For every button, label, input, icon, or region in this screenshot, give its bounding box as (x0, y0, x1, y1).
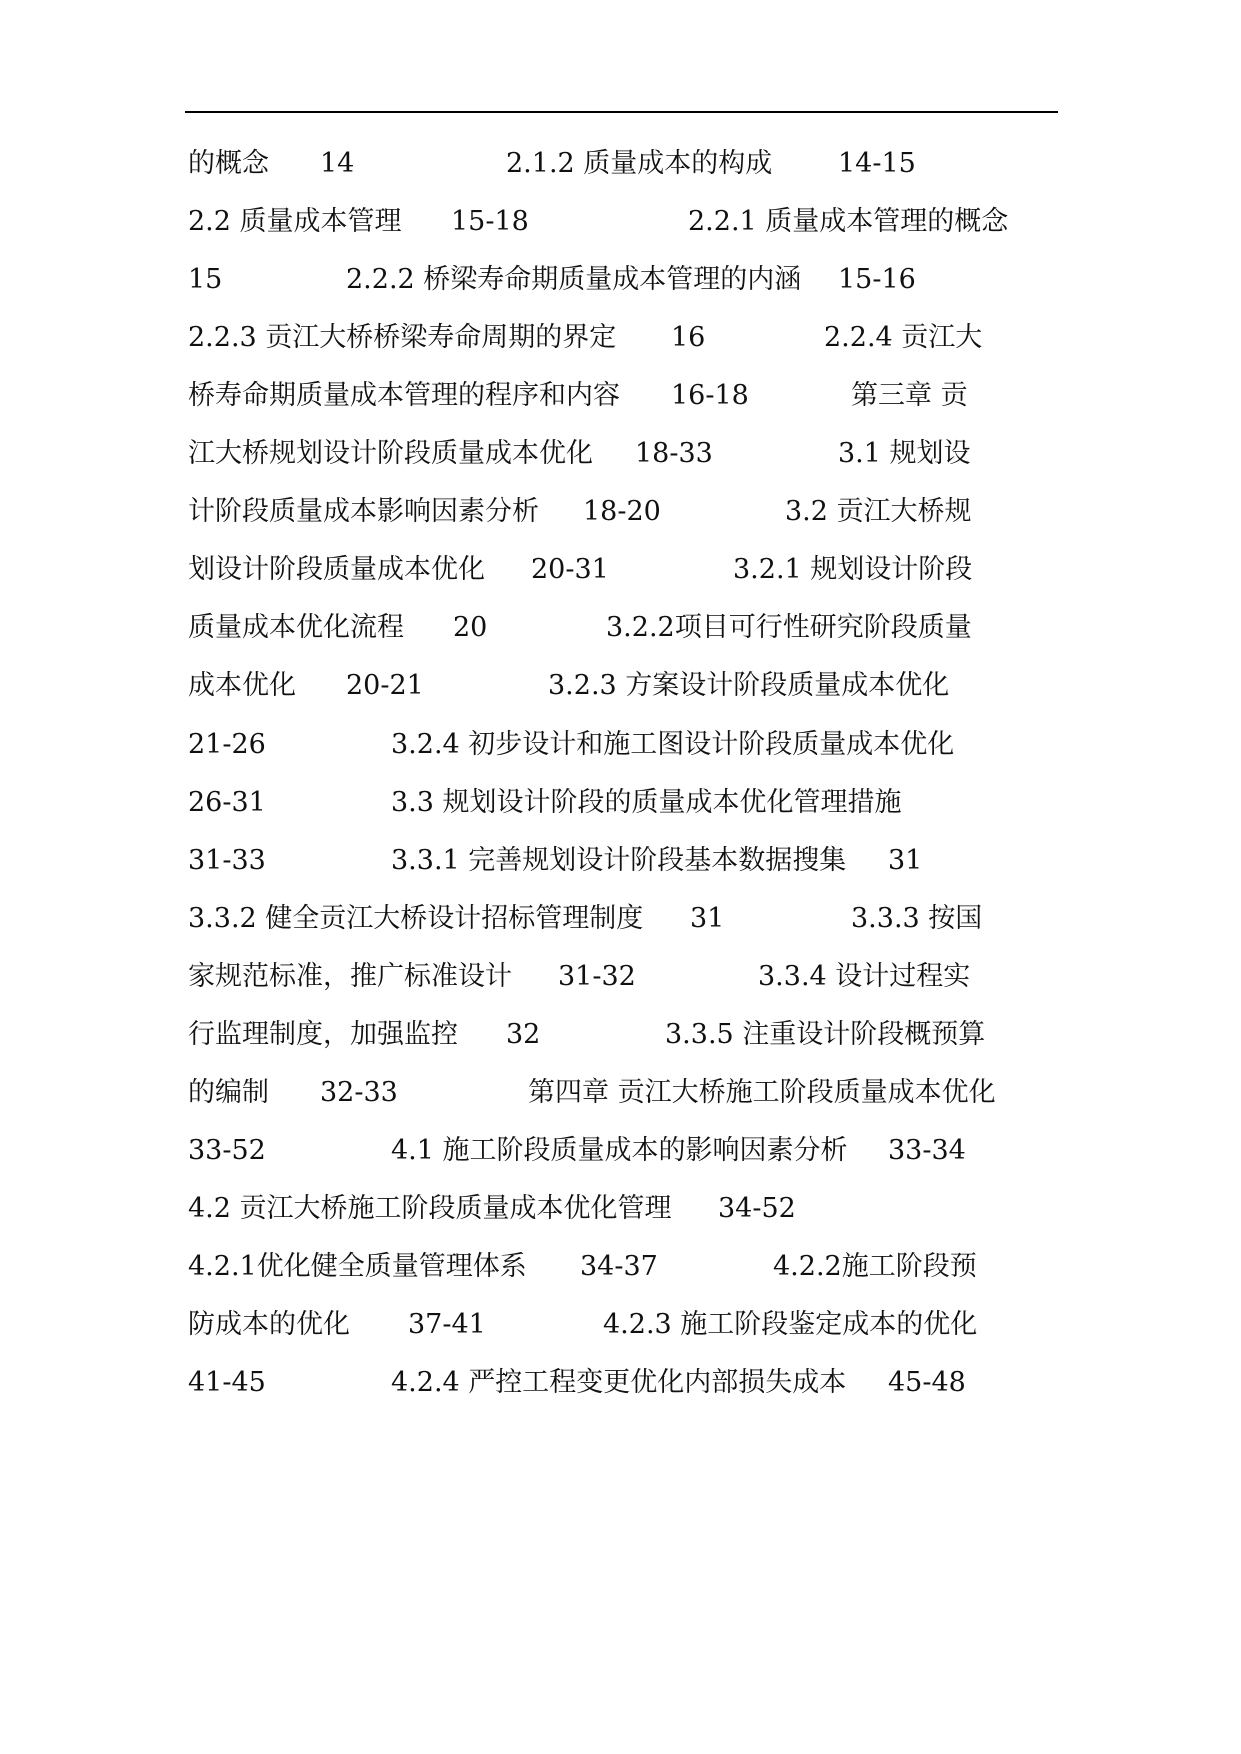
toc-line (188, 666, 1078, 706)
toc-segment: 2.2.4 贡江大 (824, 322, 983, 353)
toc-segment: 31-33 (188, 845, 266, 876)
toc-segment: 3.2.3 方案设计阶段质量成本优化 (548, 670, 950, 701)
toc-segment: 4.1 施工阶段质量成本的影响因素分析 (391, 1135, 848, 1166)
toc-segment: 15-18 (451, 206, 529, 237)
toc-line (188, 318, 1078, 358)
toc-segment: 行监理制度，加强监控 (188, 1019, 458, 1050)
toc-segment: 3.3.4 设计过程实 (758, 961, 971, 992)
toc-segment: 14 (320, 148, 355, 179)
toc-segment: 2.2.2 桥梁寿命期质量成本管理的内涵 (346, 264, 802, 295)
toc-line (188, 608, 1078, 648)
toc-segment: 32 (506, 1019, 541, 1050)
toc-segment: 32-33 (320, 1077, 398, 1108)
toc-segment: 4.2.1优化健全质量管理体系 (188, 1251, 527, 1282)
header-rule (185, 111, 1058, 113)
toc-segment: 防成本的优化 (188, 1309, 350, 1340)
toc-segment: 家规范标准，推广标准设计 (188, 961, 512, 992)
toc-segment: 33-34 (888, 1135, 966, 1166)
toc-segment: 26-31 (188, 787, 266, 818)
toc-segment: 3.2.1 规划设计阶段 (733, 554, 973, 585)
toc-segment: 15 (188, 264, 223, 295)
toc-segment: 的编制 (188, 1077, 269, 1108)
toc-line (188, 957, 1078, 997)
toc-segment: 3.2.4 初步设计和施工图设计阶段质量成本优化 (391, 729, 955, 760)
toc-segment: 34-37 (580, 1251, 658, 1282)
toc-line (188, 260, 1078, 300)
toc-segment: 江大桥规划设计阶段质量成本优化 (188, 438, 593, 469)
toc-line (188, 202, 1078, 242)
toc-segment: 3.2.2项目可行性研究阶段质量 (606, 612, 972, 643)
toc-segment: 16 (671, 322, 706, 353)
toc-line (188, 1305, 1078, 1345)
toc-segment: 31 (888, 845, 923, 876)
toc-segment: 3.3.5 注重设计阶段概预算 (665, 1019, 986, 1050)
toc-segment: 15-16 (838, 264, 916, 295)
toc-line (188, 1363, 1078, 1403)
toc-segment: 3.1 规划设 (838, 438, 971, 469)
toc-segment: 18-33 (635, 438, 713, 469)
toc-segment: 4.2.4 严控工程变更优化内部损失成本 (391, 1367, 847, 1398)
toc-segment: 3.3 规划设计阶段的质量成本优化管理措施 (391, 787, 902, 818)
toc-segment: 41-45 (188, 1367, 266, 1398)
toc-segment: 45-48 (888, 1367, 966, 1398)
toc-line (188, 1015, 1078, 1055)
toc-segment: 4.2.2施工阶段预 (773, 1251, 977, 1282)
toc-segment: 第三章 贡 (851, 380, 968, 411)
toc-segment: 14-15 (838, 148, 916, 179)
toc-line (188, 1073, 1078, 1113)
toc-segment: 20-21 (346, 670, 424, 701)
toc-line (188, 841, 1078, 881)
toc-line (188, 434, 1078, 474)
toc-line (188, 899, 1078, 939)
toc-segment: 成本优化 (188, 670, 296, 701)
toc-segment: 4.2 贡江大桥施工阶段质量成本优化管理 (188, 1193, 672, 1224)
toc-segment: 2.2.1 质量成本管理的概念 (688, 206, 1009, 237)
toc-segment: 21-26 (188, 729, 266, 760)
toc-segment: 4.2.3 施工阶段鉴定成本的优化 (603, 1309, 978, 1340)
toc-segment: 3.3.1 完善规划设计阶段基本数据搜集 (391, 845, 847, 876)
toc-segment: 2.2 质量成本管理 (188, 206, 402, 237)
toc-segment: 31-32 (558, 961, 636, 992)
toc-line (188, 492, 1078, 532)
toc-segment: 20-31 (531, 554, 609, 585)
toc-line (188, 1131, 1078, 1171)
toc-segment: 桥寿命期质量成本管理的程序和内容 (188, 380, 620, 411)
toc-line (188, 725, 1078, 765)
toc-segment: 16-18 (671, 380, 749, 411)
toc-segment: 3.3.2 健全贡江大桥设计招标管理制度 (188, 903, 644, 934)
toc-segment: 37-41 (408, 1309, 486, 1340)
toc-line (188, 783, 1078, 823)
toc-segment: 18-20 (583, 496, 661, 527)
toc-segment: 质量成本优化流程 (188, 612, 404, 643)
toc-segment: 20 (453, 612, 488, 643)
toc-segment: 3.2 贡江大桥规 (785, 496, 972, 527)
toc-line (188, 1189, 1078, 1229)
toc-segment: 34-52 (718, 1193, 796, 1224)
toc-segment: 31 (690, 903, 725, 934)
toc-segment: 2.1.2 质量成本的构成 (506, 148, 773, 179)
toc-segment: 第四章 贡江大桥施工阶段质量成本优化 (528, 1077, 996, 1108)
toc-line (188, 550, 1078, 590)
toc-line (188, 144, 1078, 184)
toc-line (188, 376, 1078, 416)
toc-segment: 的概念 (188, 148, 269, 179)
toc-segment: 33-52 (188, 1135, 266, 1166)
toc-line (188, 1247, 1078, 1287)
toc-segment: 划设计阶段质量成本优化 (188, 554, 485, 585)
toc-segment: 3.3.3 按国 (851, 903, 983, 934)
toc-segment: 计阶段质量成本影响因素分析 (188, 496, 539, 527)
toc-segment: 2.2.3 贡江大桥桥梁寿命周期的界定 (188, 322, 617, 353)
